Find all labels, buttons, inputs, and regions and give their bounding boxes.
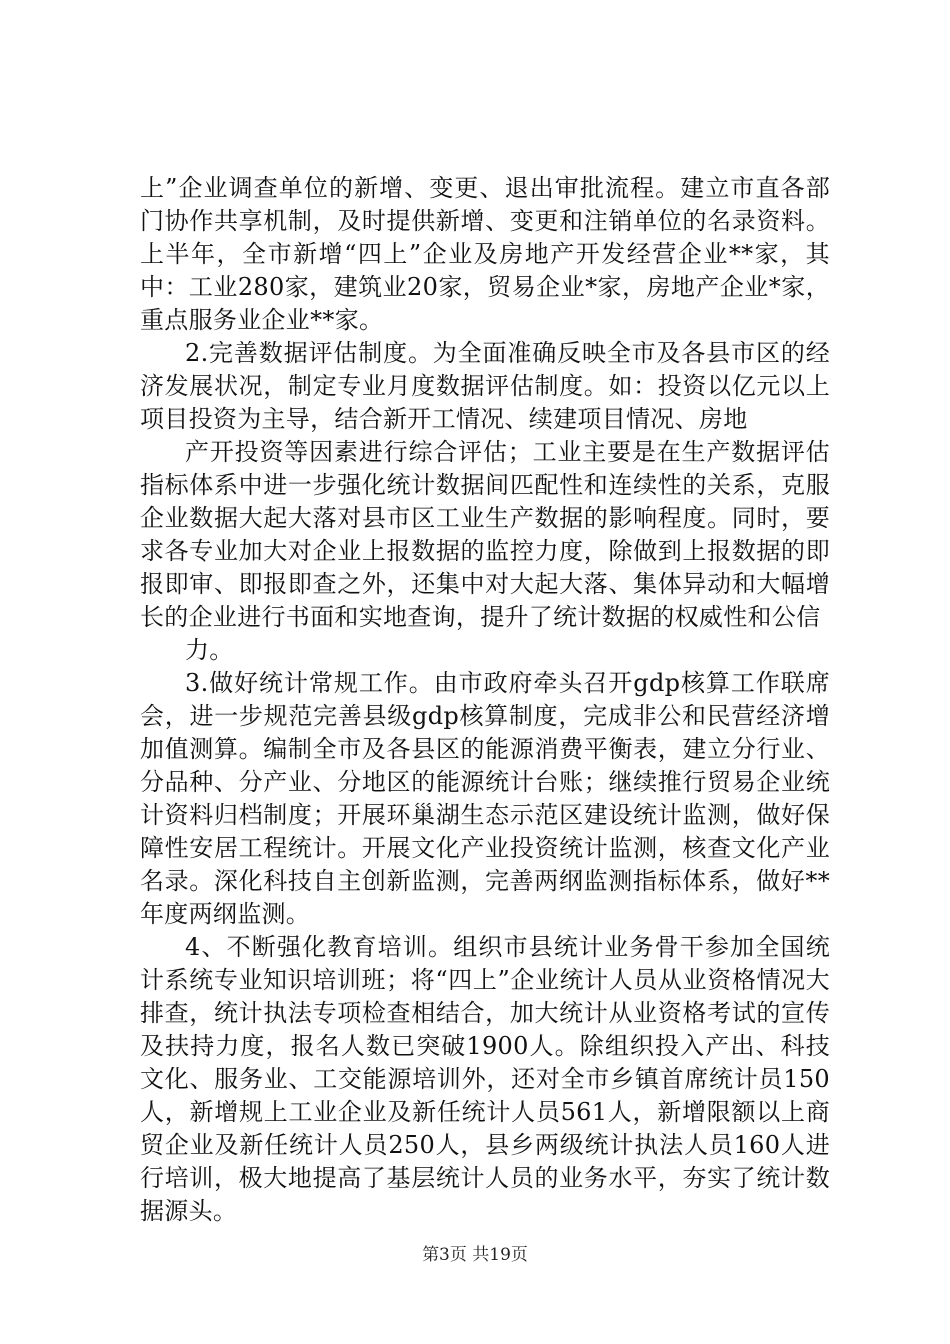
page-number-footer: 第3页 共19页 bbox=[422, 1245, 528, 1265]
paragraph-4: 力。 bbox=[185, 636, 234, 664]
paragraph-2: 2.完善数据评估制度。为全面准确反映全市及各县市区的经济发展状况，制定专业月度数据评估制度。如：投资以亿元以上项目投资为主导，结合新开工情况、续建项目情况、房地 bbox=[140, 339, 830, 433]
paragraph-6: 4、不断强化教育培训。组织市县统计业务骨干参加全国统计系统专业知识培训班；将“四上”企业统计人员从业资格情况大排查，统计执法专项检查相结合，加大统计从业资格考试的宣传及扶持力度，报名人数已突破1900人。除组织投入产出、科技文化、服务业、工交能源培训外，还对全市乡镇首席统计员150人，新增规上工业企业及新任统计人员561人，新增限额以上商贸企业及新任统计人员250人，县乡两级统计执法人员160人进行培训，极大地提高了基层统计人员的业务水平，夯实了统计数据源头。 bbox=[140, 933, 830, 1225]
paragraph-5: 3.做好统计常规工作。由市政府牵头召开gdp核算工作联席会，进一步规范完善县级gdp核算制度，完成非公和民营经济增加值测算。编制全市及各县区的能源消费平衡表，建立分行业、分品种、分产业、分地区的能源统计台账；继续推行贸易企业统计资料归档制度；开展环巢湖生态示范区建设统计监测，做好保障性安居工程统计。开展文化产业投资统计监测，核查文化产业名录。深化科技自主创新监测，完善两纲监测指标体系，做好**年度两纲监测。 bbox=[140, 669, 830, 928]
paragraph-1: 上”企业调查单位的新增、变更、退出审批流程。建立市直各部门协作共享机制，及时提供新增、变更和注销单位的名录资料。上半年，全市新增“四上”企业及房地产开发经营企业**家，其中：工业280家，建筑业20家，贸易企业*家，房地产企业*家，重点服务业企业**家。 bbox=[140, 174, 830, 334]
paragraph-3: 产开投资等因素进行综合评估；工业主要是在生产数据评估指标体系中进一步强化统计数据间匹配性和连续性的关系，克服企业数据大起大落对县市区工业生产数据的影响程度。同时，要求各专业加大对企业上报数据的监控力度，除做到上报数据的即报即审、即报即查之外，还集中对大起大落、集体异动和大幅增长的企业进行书面和实地查询，提升了统计数据的权威性和公信 bbox=[140, 438, 830, 631]
document-body bbox=[140, 172, 830, 1228]
